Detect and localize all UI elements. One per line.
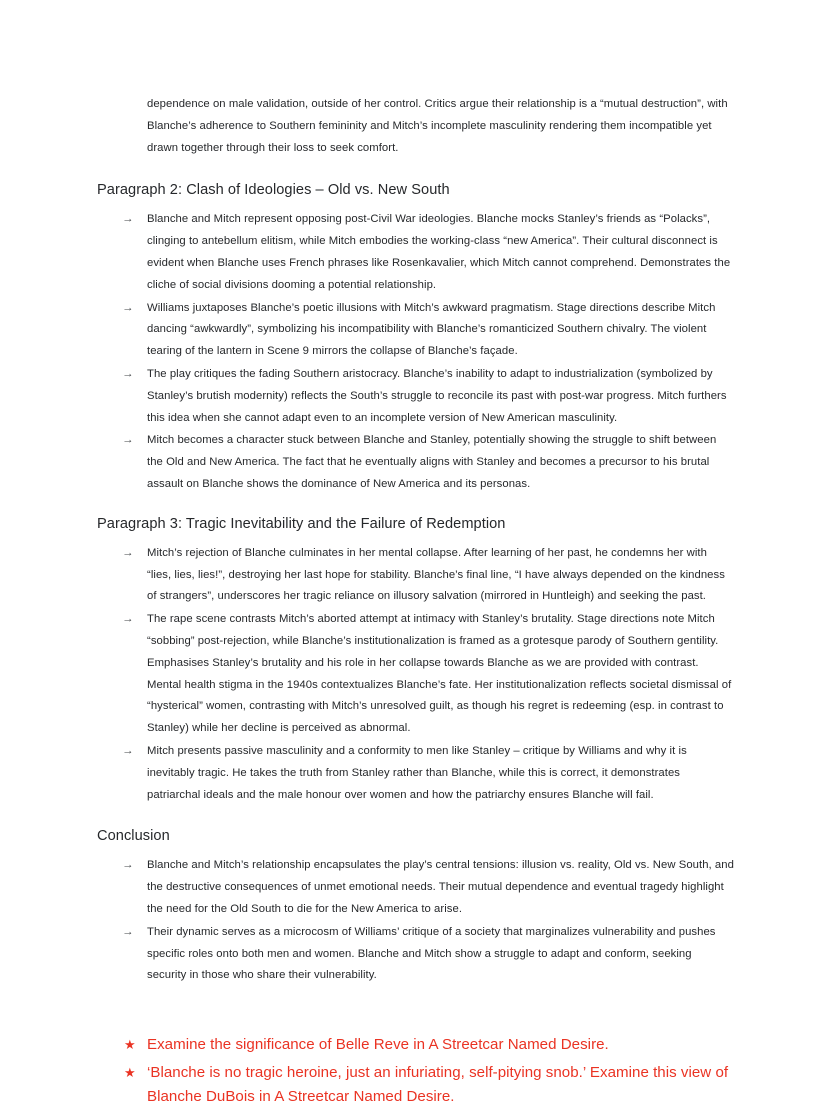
section-heading: Paragraph 3: Tragic Inevitability and the Failure of Redemption: [97, 515, 506, 532]
essay-questions-list: [97, 1033, 734, 1110]
star-icon: ★: [124, 1064, 136, 1080]
bullet-text: The play critiques the fading Southern aristocracy. Blanche’s inability to adapt to industrialization (symbolized by Stanley’s brutish modernity) reflects the South’s struggle to reconcile its past with post-war progress. Mitch furthers this idea when she cannot adapt even to an incomplete version of New American masculinity.: [147, 367, 727, 424]
bullet-text: Blanche and Mitch represent opposing post-Civil War ideologies. Blanche mocks Stanley’s friends as “Polacks”, clinging to antebellum elitism, while Mitch embodies the working-class “new America”. Their cultural disconnect is evident when Blanche uses French phrases like Rosenkavalier, which Mitch cannot comprehend. Demonstrates the cliche of social divisions dooming a potential relationship.: [147, 213, 731, 291]
arrow-right-icon: →: [122, 925, 134, 938]
section-bullet-list: [97, 855, 734, 987]
arrow-right-icon: →: [122, 434, 134, 447]
section-bullet-list: [97, 209, 734, 495]
essay-question-item: [97, 1033, 734, 1058]
bullet-text: Mitch becomes a character stuck between Blanche and Stanley, potentially showing the struggle to shift between the Old and New America. The fact that he eventually aligns with Stanley and becomes a precursor to his brutal assault on Blanche shows the dominance of New America and its personas.: [147, 434, 717, 490]
sections-container: [97, 163, 734, 987]
arrow-right-icon: →: [122, 859, 134, 872]
section-bullet-list: [97, 543, 734, 807]
essay-question-text: ‘Blanche is no tragic heroine, just an infuriating, self-pitying snob.’ Examine this view of Blanche DuBois in A Streetcar Named Desire.: [147, 1063, 729, 1106]
arrow-right-icon: →: [122, 613, 134, 626]
essay-questions-block: [97, 1033, 734, 1110]
bullet-text: Mitch’s rejection of Blanche culminates in her mental collapse. After learning of her past, he condemns her with “lies, lies, lies!”, destroying her last hope for stability. Blanche’s final line, “I have always depended on the kindness of strangers”, underscores her tragic reliance on illusory salvation (mirrored in Huntleigh) and seeking the past.: [147, 546, 725, 603]
bullet-item: [97, 609, 734, 740]
star-icon: ★: [124, 1037, 136, 1053]
arrow-right-icon: →: [122, 744, 134, 757]
section-heading: Paragraph 2: Clash of Ideologies – Old vs. New South: [97, 182, 450, 199]
bullet-text: Mitch presents passive masculinity and a conformity to men like Stanley – critique by Williams and why it is inevitably tragic. He takes the truth from Stanley rather than Blanche, while this is correct, it demonstrates patriarchal ideals and the male honour over women and how the patriarchy ensures Blanche will fail.: [147, 744, 687, 801]
arrow-right-icon: →: [122, 213, 134, 226]
bullet-item: [97, 855, 734, 920]
document-body: [97, 94, 734, 1113]
arrow-right-icon: →: [122, 367, 134, 380]
bullet-item: [97, 298, 734, 363]
bullet-item: [97, 741, 734, 806]
intro-paragraph: dependence on male validation, outside of her control. Critics argue their relationship is a “mutual destruction”, with Blanche’s adherence to Southern femininity and Mitch’s incomplete masculinity rendering them incompatible yet drawn together through their loss to seek comfort.: [147, 98, 728, 154]
bullet-text: The rape scene contrasts Mitch’s aborted attempt at intimacy with Stanley’s brutality. Stage directions note Mitch “sobbing” post-rejection, while Blanche’s institutionalization is framed as a grotesque parody of Southern gentility. Emphasises Stanley’s brutality and his role in her collapse towards Blanche as we are provided with contrast. Mental health stigma in the 1940s contextualizes Blanche’s fate. Her institutionalization reflects societal dismissal of “hysterical” women, contrasting with Mitch’s unresolved guilt, as though his regret is redeeming (esp. in contrast to Stanley) while her decline is perceived as abnormal.: [147, 613, 732, 735]
section-heading: Conclusion: [97, 828, 170, 845]
bullet-item: [97, 209, 734, 296]
bullet-text: Williams juxtaposes Blanche’s poetic illusions with Mitch’s awkward pragmatism. Stage directions describe Mitch dancing “awkwardly”, symbolizing his incompatibility with Blanche’s romanticized Southern chivalry. The violent tearing of the lantern in Scene 9 mirrors the collapse of Blanche’s façade.: [147, 301, 716, 358]
arrow-right-icon: →: [122, 546, 134, 559]
bullet-item: [97, 430, 734, 495]
bullet-text: Blanche and Mitch’s relationship encapsulates the play’s central tensions: illusion vs. reality, Old vs. New South, and the destructive consequences of unmet emotional needs. Their mutual dependence and eventual tragedy highlight the need for the Old South to die for the New America to arise.: [147, 859, 734, 915]
essay-question-item: [97, 1061, 734, 1110]
bullet-item: [97, 364, 734, 429]
bullet-text: Their dynamic serves as a microcosm of Williams’ critique of a society that marginalizes vulnerability and pushes specific roles onto both men and women. Blanche and Mitch show a struggle to adapt and conform, seeking security in those who share their vulnerability.: [147, 925, 716, 982]
essay-question-text: Examine the significance of Belle Reve in A Streetcar Named Desire.: [147, 1036, 609, 1054]
bullet-item: [97, 543, 734, 608]
arrow-right-icon: →: [122, 301, 134, 314]
bullet-item: [97, 922, 734, 987]
